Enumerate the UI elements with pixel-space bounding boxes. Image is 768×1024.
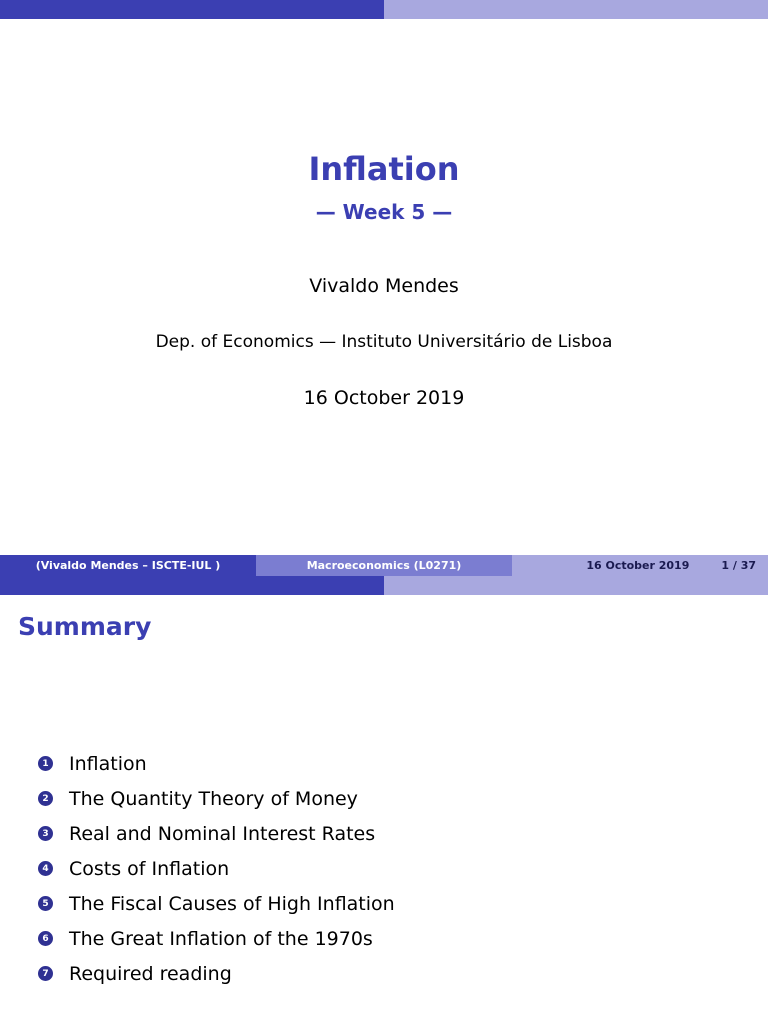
summary-list	[38, 746, 395, 991]
list-item-label: Required reading	[69, 962, 232, 985]
presentation-subtitle: — Week 5 —	[315, 200, 453, 224]
institute: Dep. of Economics — Instituto Universitário de Lisboa	[155, 332, 613, 352]
footer-course: Macroeconomics (L0271)	[256, 555, 512, 576]
number-bullet-icon: 3	[38, 826, 53, 841]
list-item-label: Real and Nominal Interest Rates	[69, 822, 376, 845]
footer-bar	[0, 555, 768, 576]
footer-date-page	[512, 555, 768, 576]
header-bar-dark	[0, 576, 384, 595]
footer-author: (Vivaldo Mendes – ISCTE-IUL )	[0, 555, 256, 576]
summary-slide	[0, 576, 768, 1024]
header-bar-light	[384, 0, 768, 19]
list-item-label: The Quantity Theory of Money	[69, 787, 358, 810]
footer-date: 16 October 2019	[586, 559, 690, 572]
list-item	[38, 781, 395, 816]
list-item	[38, 851, 395, 886]
footer-page-number: 1 / 37	[721, 559, 756, 572]
list-item-label: Inflation	[69, 752, 147, 775]
number-bullet-icon: 5	[38, 896, 53, 911]
number-bullet-icon: 4	[38, 861, 53, 876]
list-item-label: Costs of Inflation	[69, 857, 230, 880]
list-item	[38, 956, 395, 991]
header-bar-light	[384, 576, 768, 595]
author-name: Vivaldo Mendes	[309, 275, 459, 297]
header-bar-dark	[0, 0, 384, 19]
presentation-title: Inflation	[308, 150, 460, 188]
number-bullet-icon: 6	[38, 931, 53, 946]
list-item	[38, 746, 395, 781]
number-bullet-icon: 2	[38, 791, 53, 806]
top-header-bar	[0, 0, 768, 19]
list-item	[38, 921, 395, 956]
number-bullet-icon: 1	[38, 756, 53, 771]
number-bullet-icon: 7	[38, 966, 53, 981]
frame-title: Summary	[18, 612, 152, 641]
list-item-label: The Great Inflation of the 1970s	[69, 927, 373, 950]
list-item-label: The Fiscal Causes of High Inflation	[69, 892, 395, 915]
list-item	[38, 816, 395, 851]
presentation-date: 16 October 2019	[303, 387, 465, 409]
top-header-bar	[0, 576, 768, 595]
list-item	[38, 886, 395, 921]
